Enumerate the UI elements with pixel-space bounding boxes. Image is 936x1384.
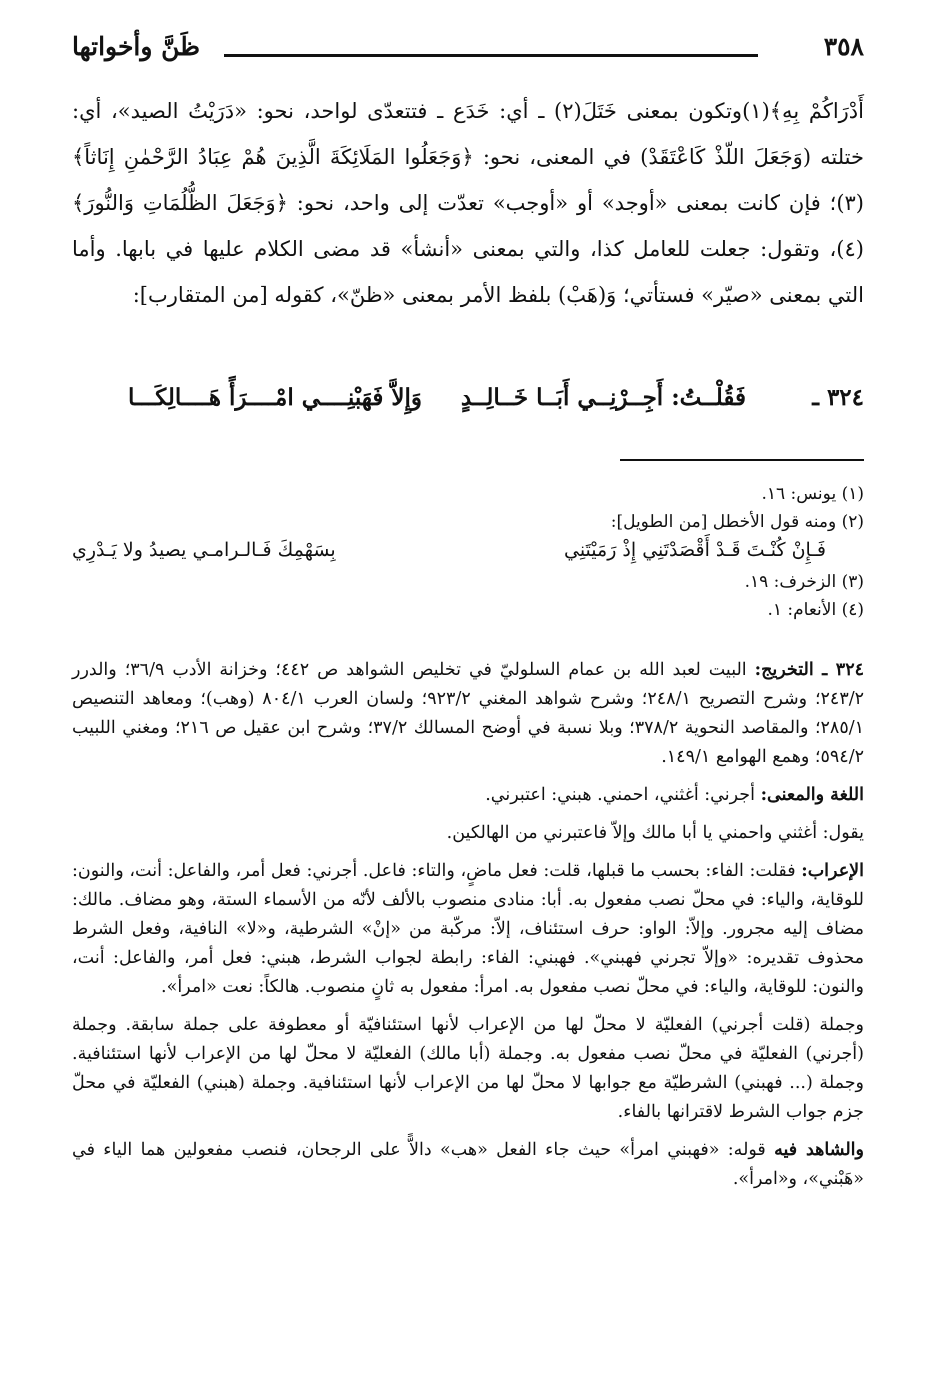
takhrij-label: ٣٢٤ ـ التخريج: xyxy=(754,660,864,680)
shahid-section xyxy=(72,1136,864,1194)
poetry-verse xyxy=(72,384,864,428)
lugha-section xyxy=(72,781,864,810)
irab-label: الإعراب: xyxy=(801,861,864,881)
page-header xyxy=(72,28,864,68)
lugha-text: أجرني: أغثني، احمني. هبني: اعتبرني. xyxy=(485,785,755,805)
page-number: ٣٥٨ xyxy=(823,32,864,61)
verse-number: ٣٢٤ ـ xyxy=(812,384,864,411)
footnote-1: (١) يونس: ١٦. xyxy=(761,484,864,504)
footnote-verse-second: بِسَهْمِكَ فَـالـرامـي يصيدُ ولا يَـدْرِي xyxy=(72,539,336,561)
footnote-3: (٣) الزخرف: ١٩. xyxy=(744,572,864,592)
footnote-2: (٢) ومنه قول الأخطل [من الطويل]: xyxy=(610,512,864,532)
verse-second-hemistich: وَإِلاَّ فَهَبْنِــــي امْــــرَأً هَــــالِكَـــا xyxy=(127,384,422,411)
header-rule xyxy=(224,54,758,57)
shahid-label: والشاهد فيه xyxy=(774,1140,864,1160)
takhrij-section xyxy=(72,656,864,772)
irab-text: فقلت: الفاء: بحسب ما قبلها، قلت: فعل ماضٍ، والتاء: فاعل. أجرني: فعل أمر، والفاعل: أنت، والنون: للوقاية، والياء: في محلّ نصب مفعول به. أبا: منادى منصوب بالألف لأنّه من الأسماء الستة، وهو مضاف. مالك: مضاف إليه مجرور. وإلاّ: الواو: حرف استئناف، إلاّ: مركّبة من «إنْ» الشرطية، و«لا» النافية، وفعل الشرط محذوف تقديره: «وإلاّ تجرني فهبني». فهبني: الفاء: رابطة لجواب الشرط، هبني: فعل أمر، والفاعل: أنت، والنون: للوقاية، والياء: في محلّ نصب مفعول به. امرأ: مفعول به ثانٍ منصوب. هالكاً: نعت «امرأ». xyxy=(72,861,864,997)
footnote-verse-first: فَـإِنْ كُنْـتَ قَـدْ أَقْصَدْتَنِي إِذْ رَمَيْتَنِي xyxy=(563,539,826,561)
footnote-4: (٤) الأنعام: ١. xyxy=(767,600,864,620)
footnotes xyxy=(72,480,864,624)
jumla-section: وجملة (قلت أجرني) الفعليّة لا محلّ لها من الإعراب لأنها استئنافيّة أو معطوفة على جملة سابقة. وجملة (أجرني) الفعليّة في محلّ نصب مفعول به. وجملة (أبا مالك) الفعليّة لا محلّ لها من الإعراب لأنها استئنافية. وجملة (... فهبني) الشرطيّة مع جوابها لا محلّ لها من الإعراب لأنها استئنافية. وجملة (هبني) الفعليّة في محلّ جزم جواب الشرط لاقترانها بالفاء. xyxy=(72,1015,864,1122)
shahid-text: قوله: «فهبني امرأ» حيث جاء الفعل «هب» دالاًّ على الرجحان، فنصب مفعولين هما الياء في «هَبْني»، و«امرأ». xyxy=(72,1140,864,1189)
meaning-line: يقول: أغثني واحمني يا أبا مالك وإلاّ فاعتبرني من الهالكين. xyxy=(446,823,864,843)
footnote-separator xyxy=(620,459,864,461)
takhrij-text: البيت لعبد الله بن عمام السلوليّ في تخليص الشواهد ص ٤٤٢؛ وخزانة الأدب ٣٦/٩؛ والدرر ٢٤٣/٢؛ وشرح التصريح ٢٤٨/١؛ وشرح شواهد المغني ٩٢٣/٢؛ ولسان العرب ٨٠٤/١ (وهب)؛ ومعاهد التنصيص ٢٨٥/١؛ والمقاصد النحوية ٣٧٨/٢؛ وبلا نسبة في أوضح المسالك ٣٧/٢؛ وشرح ابن عقيل ص ٢١٦؛ ومغني اللبيب ٥٩٤/٢؛ وهمع الهوامع ١٤٩/١. xyxy=(72,660,865,767)
main-text xyxy=(72,88,864,318)
running-title: ظَنَّ وأخواتها xyxy=(72,32,201,61)
verse-commentary xyxy=(72,656,864,1203)
verse-first-hemistich: فَقُلْــتُ: أَجِــرْنِــي أَبَــا خَــالِــدٍ xyxy=(460,384,746,411)
footnote-verse xyxy=(72,536,864,568)
lugha-label: اللغة والمعنى: xyxy=(760,785,864,805)
main-paragraph: أَدْرَاكُمْ بِهِ﴾(١)وتكون بمعنى خَتَلَ(٢) ـ أي: خَدَع ـ فتتعدّى لواحد، نحو: «دَرَيْتُ الصيد»، أي: ختلته (وَجَعَلَ اللّذْ كَاعْتَقَدْ) في المعنى، نحو: ﴿وَجَعَلُوا المَلَائِكَةَ الَّذِينَ هُمْ عِبَادُ الرَّحْمٰنِ إِنَاثاً﴾(٣)؛ فإن كانت بمعنى «أوجد» أو «أوجب» تعدّت إلى واحد، نحو: ﴿وَجَعَلَ الظُّلُمَاتِ وَالنُّورَ﴾(٤)، وتقول: جعلت للعامل كذا، والتي بمعنى «أنشأ» قد مضى الكلام عليها في بابها. وأما التي بمعنى «صيّر» فستأتي؛ وَ(هَبْ) بلفظ الأمر بمعنى «ظنّ»، كقوله [من المتقارب]: xyxy=(72,99,864,307)
irab-section xyxy=(72,857,864,1002)
